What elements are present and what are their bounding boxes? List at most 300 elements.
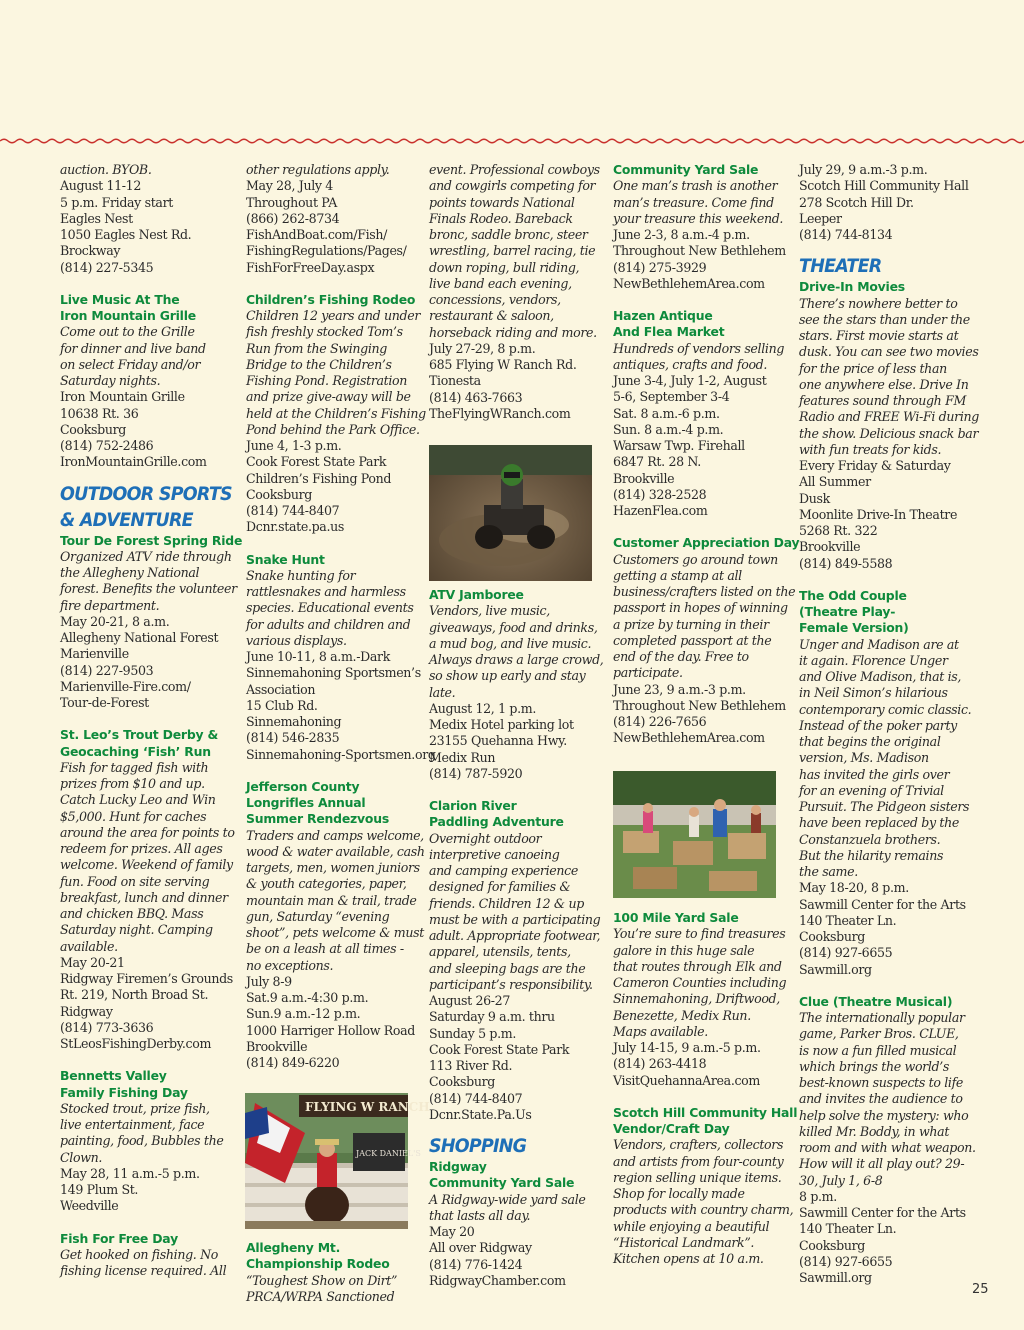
event-description: help solve the mystery: who [799,1107,969,1123]
event-detail: (814) 787-5920 [429,765,523,781]
event-description: various displays. [246,632,347,648]
event-title: The Odd Couple [799,587,907,603]
event-description: fish freshly stocked Tom’s [246,324,403,340]
event-description: bronc, saddle bronc, steer [429,227,588,242]
event-title: Customer Appreciation Day [613,535,800,551]
event-detail: (814) 227-9503 [60,662,154,678]
event-detail: 113 River Rd. [429,1058,513,1073]
event-detail: June 2-3, 8 a.m.-4 p.m. [613,227,750,242]
event-description: A Ridgway-wide yard sale [429,1191,586,1207]
event-detail: 10638 Rt. 36 [60,405,139,421]
event-title: ATV Jamboree [429,587,524,602]
event-title: Live Music At The [60,291,180,307]
event-detail: Brockway [60,243,121,259]
event-detail: TheFlyingWRanch.com [429,405,571,421]
event-title: Geocaching ‘Fish’ Run [60,743,211,759]
event-detail: 15 Club Rd. [246,697,318,713]
event-title: Jefferson County [246,778,360,794]
event-description: held at the Children’s Fishing [246,405,426,421]
event-detail: July 29, 9 a.m.-3 p.m. [799,162,928,177]
event-description: Fish for tagged fish with [60,759,209,775]
event-description: Constanzuela brothers. [799,831,941,847]
event-title: Family Fishing Day [60,1084,188,1100]
column-1 [60,162,247,1279]
event-description: Organized ATV ride through [60,548,232,564]
event-description: Run from the Swinging [246,340,388,356]
event-detail: July 8-9 [246,973,292,989]
event-description: and sleeping bags are the [429,960,586,976]
event-detail: Cook Forest State Park [246,454,387,470]
event-detail: Dusk [799,490,830,506]
atv-photo [429,445,592,581]
event-description: Cameron Counties including [613,975,787,990]
spacer [246,763,436,779]
event-description: the show. Delicious snack bar [799,425,979,441]
event-title: 100 Mile Yard Sale [613,910,739,925]
event-description: Snake hunting for [246,567,356,583]
event-detail: Medix Hotel parking lot [429,717,574,732]
event-description: There’s nowhere better to [799,295,958,311]
event-description: Always draws a large crowd, [429,652,604,667]
column-5 [799,162,979,1286]
event-detail: (814) 328-2528 [613,486,707,502]
event-detail: 685 Flying W Ranch Rd. [429,357,577,372]
event-detail: Sinnemahoning Sportsmen’s [246,665,421,681]
event-description: welcome. Weekend of family [60,857,233,873]
event-description: dusk. You can see two movies [799,344,979,360]
spacer [429,782,603,798]
event-detail: Tionesta [429,373,481,389]
event-description: prizes from $10 and up. [60,776,205,791]
event-description: designed for families & [429,879,571,895]
event-description: late. [429,684,456,700]
event-description: killed Mr. Boddy, in what [799,1123,950,1139]
event-description: Fishing Pond. Registration [246,373,408,388]
event-detail: June 10-11, 8 a.m.-Dark [246,649,390,664]
event-description: around the area for points to [60,824,235,840]
event-title: Allegheny Mt. [246,1240,341,1255]
event-description: fishing license required. All [60,1263,227,1278]
event-detail: (814) 927-6655 [799,945,893,961]
event-detail: (814) 773-3636 [60,1019,154,1035]
rodeo-photo [245,1093,430,1229]
event-description: participate. [613,665,683,681]
event-description: your treasure this weekend. [613,210,784,226]
event-title: Community Yard Sale [613,162,759,177]
event-description: Pond behind the Park Office. [246,421,420,437]
event-description: antiques, crafts and food. [613,356,768,372]
event-detail: Weedville [60,1198,119,1214]
event-detail: Sun. 8 a.m.-4 p.m. [613,421,724,437]
event-description: But the hilarity remains [799,847,944,863]
event-title: St. Leo’s Trout Derby & [60,727,219,743]
event-detail: Cooksburg [246,486,312,502]
event-detail: August 26-27 [429,993,511,1008]
event-description: species. Educational events [246,600,414,616]
event-detail: All over Ridgway [429,1240,532,1256]
event-detail: July 14-15, 9 a.m.-5 p.m. [613,1040,761,1055]
event-description: while enjoying a beautiful [613,1218,770,1234]
column-2-bottom [246,1240,397,1305]
section-heading: OUTDOOR SPORTS [60,482,232,505]
event-description: Saturday night. Camping [60,922,213,938]
event-detail: 278 Scotch Hill Dr. [799,194,914,210]
event-description: Come out to the Grille [60,324,195,340]
spacer [799,978,979,994]
event-description: Children 12 years and under [246,308,421,323]
event-description: that begins the original [799,734,941,749]
spacer [799,572,979,588]
event-detail: Moonlite Drive-In Theatre [799,506,958,522]
event-description: be on a leash at all times - [246,941,404,957]
column-4-bottom [613,910,797,1267]
event-description: for dinner and live band [60,340,206,356]
event-description: so show up early and stay [429,668,586,684]
section-heading: SHOPPING [429,1135,527,1157]
event-description: end of the day. Free to [613,649,749,664]
event-detail: NewBethlehemArea.com [613,275,765,291]
event-detail: Sunday 5 p.m. [429,1025,517,1041]
event-description: Hundreds of vendors selling [613,340,785,356]
event-description: Sinnemahoning, Driftwood, [613,991,780,1007]
event-detail: Brookville [799,539,861,555]
event-description: rattlesnakes and harmless [246,584,406,599]
event-description: Customers go around town [613,551,778,567]
event-description: wrestling, barrel racing, tie [429,243,596,259]
section-heading: & ADVENTURE [60,508,193,531]
event-description: friends. Children 12 & up [429,895,584,911]
event-detail: Cooksburg [429,1074,495,1090]
event-detail: (814) 752-2486 [60,438,154,453]
event-detail: 1050 Eagles Nest Rd. [60,227,192,242]
event-description: that lasts all day. [429,1207,531,1223]
event-detail: Sawmill.org [799,961,872,977]
spacer [613,292,799,308]
event-description: Catch Lucky Leo and Win [60,792,216,808]
event-title: Children’s Fishing Rodeo [246,291,416,307]
spacer [613,519,799,535]
column-4 [613,162,799,747]
event-title: Longrifles Annual [246,795,366,810]
event-description: and artists from four-county [613,1153,784,1169]
event-detail: Sinnemahoning [246,714,342,729]
event-description: which brings the world’s [799,1058,949,1074]
event-title: Tour De Forest Spring Ride [60,532,243,548]
event-description: concessions, vendors, [429,292,561,307]
event-detail: May 28, 11 a.m.-5 p.m. [60,1165,200,1181]
event-description: “Historical Landmark”. [613,1234,755,1250]
event-title: Scotch Hill Community Hall [613,1104,798,1120]
event-detail: Ridgway [60,1003,113,1019]
event-description: Get hooked on fishing. No [60,1246,219,1262]
event-description: a prize by turning in their [613,616,769,632]
event-detail: Warsaw Twp. Firehall [613,438,745,453]
event-detail: (814) 849-6220 [246,1055,340,1070]
wavy-divider [0,133,1024,149]
event-detail: Sawmill Center for the Arts [799,896,966,912]
event-description: painting, food, Bubbles the [60,1133,224,1149]
event-detail: 5-6, September 3-4 [613,389,730,405]
event-description: adult. Appropriate footwear, [429,928,601,943]
event-description: horseback riding and more. [429,324,597,340]
event-detail: June 3-4, July 1-2, August [613,373,767,388]
column-3-bottom [429,587,603,1289]
event-detail: (814) 744-8407 [429,1090,523,1106]
spacer [60,1215,247,1231]
event-description: completed passport at the [613,632,772,648]
event-title: Ridgway [429,1159,487,1174]
event-description: and cowgirls competing for [429,178,596,194]
event-detail: Medix Run [429,749,496,765]
event-description: wood & water available, cash [246,843,425,859]
event-detail: Children’s Fishing Pond [246,470,392,486]
event-detail: Sawmill.org [799,1270,872,1285]
event-description: business/crafters listed on the [613,584,796,599]
event-detail: July 27-29, 8 p.m. [429,340,536,356]
event-detail: 149 Plum St. [60,1182,139,1197]
event-description: features sound through FM [799,393,967,408]
event-description: apparel, utensils, tents, [429,944,571,960]
event-description: event. Professional cowboys [429,162,600,177]
section-heading: THEATER [799,255,882,278]
event-detail: Ridgway Firemen’s Grounds [60,971,233,986]
event-description: version, Ms. Madison [799,750,929,766]
event-detail: RidgwayChamber.com [429,1272,566,1288]
event-detail: August 12, 1 p.m. [429,700,537,716]
event-description: no exceptions. [246,957,334,973]
event-detail: Brookville [246,1038,308,1054]
event-detail: 1000 Harriger Hollow Road [246,1022,416,1038]
event-description: Clown. [60,1149,103,1165]
event-description: is now a fun filled musical [799,1042,957,1058]
event-detail: Dcnr.State.Pa.Us [429,1106,532,1122]
event-description: “Toughest Show on Dirt” [246,1272,398,1288]
event-detail: Sun.9 a.m.-12 p.m. [246,1006,361,1022]
event-title: Snake Hunt [246,551,325,567]
event-description: PRCA/WRPA Sanctioned [246,1288,395,1304]
event-detail: June 23, 9 a.m.-3 p.m. [613,681,746,697]
event-detail: 5268 Rt. 322 [799,523,878,538]
rodeo-sign-text: FLYING W RANCH [305,1100,430,1114]
event-detail: (814) 927-6655 [799,1253,893,1269]
event-detail: 23155 Quehanna Hwy. [429,733,567,749]
event-detail: FishForFreeDay.aspx [246,259,375,275]
event-detail: Every Friday & Saturday [799,458,951,473]
event-detail: May 20 [429,1224,475,1239]
event-description: Traders and camps welcome, [246,827,424,843]
event-description: and camping experience [429,863,578,878]
event-detail: Brookville [613,470,675,486]
event-detail: (814) 546-2835 [246,730,340,746]
event-description: 30, July 1, 6-8 [799,1172,883,1188]
event-description: game, Parker Bros. CLUE, [799,1026,959,1042]
event-description: mountain man & trail, trade [246,892,417,908]
event-detail: Cooksburg [799,1237,865,1253]
spacer [246,276,436,292]
event-description: room and with what weapon. [799,1140,976,1155]
event-title: Clarion River [429,798,517,813]
event-description: $5,000. Hunt for caches [60,808,207,824]
event-detail: May 20-21 [60,954,125,970]
event-description: gun, Saturday “evening [246,908,390,924]
event-description: & youth categories, paper, [246,876,407,892]
event-description: targets, men, women juniors [246,860,420,875]
event-detail: 8 p.m. [799,1188,837,1204]
event-description: giveaways, food and drinks, [429,619,598,635]
page-number: 25 [972,1282,989,1297]
event-title: Hazen Antique [613,308,713,323]
spacer [60,1052,247,1068]
spacer [799,243,979,253]
event-detail: HazenFlea.com [613,503,708,518]
event-description: How will it all play out? 29- [799,1156,965,1172]
event-detail: (866) 262-8734 [246,210,340,226]
event-title: Community Yard Sale [429,1175,575,1191]
event-detail: Sinnemahoning-Sportsmen.org [246,746,436,762]
event-detail: VisitQuehannaArea.com [613,1072,760,1088]
event-detail: Cook Forest State Park [429,1041,570,1057]
event-detail: Tour-de-Forest [60,695,149,710]
event-title: Vendor/Craft Day [613,1121,730,1136]
event-detail: (814) 263-4418 [613,1056,707,1072]
event-title: (Theatre Play- [799,604,896,619]
event-detail: 5 p.m. Friday start [60,194,173,210]
spacer [613,1089,797,1105]
event-detail: Throughout PA [246,194,338,210]
event-description: live band each evening, [429,275,572,291]
event-detail: StLeosFishingDerby.com [60,1036,212,1051]
event-detail: (814) 227-5345 [60,259,154,275]
event-description: and chicken BBQ. Mass [60,906,204,921]
event-description: interpretive canoeing [429,846,560,862]
event-description: getting a stamp at all [613,567,742,583]
event-title: Female Version) [799,620,909,636]
event-detail: Throughout New Bethlehem [613,243,786,259]
event-description: a mud bog, and live music. [429,635,592,651]
event-description: have been replaced by the [799,815,959,831]
yard-sale-photo [613,771,776,898]
event-detail: 6847 Rt. 28 N. [613,454,701,470]
event-detail: 140 Theater Ln. [799,912,897,928]
event-title: Paddling Adventure [429,814,564,830]
event-description: and invites the audience to [799,1091,963,1107]
event-description: has invited the girls over [799,766,950,782]
event-detail: IronMountainGrille.com [60,454,207,470]
event-detail: All Summer [799,474,871,490]
event-detail: Eagles Nest [60,210,133,226]
event-description: down roping, bull riding, [429,259,580,275]
event-description: it again. Florence Unger [799,652,948,668]
event-title: Iron Mountain Grille [60,308,196,323]
event-description: one anywhere else. Drive In [799,376,969,392]
event-detail: Cooksburg [799,929,865,944]
event-description: products with country charm, [613,1202,794,1218]
event-description: and Olive Madison, that is, [799,669,962,684]
event-description: Overnight outdoor [429,830,542,846]
event-detail: May 28, July 4 [246,178,333,194]
event-detail: Association [246,681,316,697]
event-detail: August 11-12 [60,178,142,194]
event-detail: May 20-21, 8 a.m. [60,613,170,629]
event-detail: Scotch Hill Community Hall [799,178,969,194]
event-description: for an evening of Trivial [799,782,944,798]
event-description: other regulations apply. [246,162,390,177]
event-description: Unger and Madison are at [799,636,959,652]
event-description: redeem for prizes. All ages [60,841,223,856]
event-detail: Allegheny National Forest [60,630,219,645]
event-description: on select Friday and/or [60,356,201,372]
event-description: Kitchen opens at 10 a.m. [613,1251,764,1266]
event-detail: (814) 744-8407 [246,503,340,518]
event-description: points towards National [429,194,575,210]
event-title: Championship Rodeo [246,1256,390,1272]
event-detail: Sawmill Center for the Arts [799,1205,966,1220]
event-detail: (814) 776-1424 [429,1256,523,1272]
event-description: Radio and FREE Wi-Fi during [799,409,979,425]
spacer [429,1123,603,1133]
event-detail: (814) 744-8134 [799,227,893,242]
spacer [60,711,247,727]
event-description: man’s treasure. Come find [613,194,774,210]
column-2 [246,162,436,1071]
event-detail: Leeper [799,210,842,226]
event-detail: (814) 849-5588 [799,555,893,571]
event-detail: Marienville-Fire.com/ [60,678,191,694]
event-description: in Neil Simon’s hilarious [799,685,948,701]
event-description: Shop for locally made [613,1186,745,1201]
event-detail: Sat.9 a.m.-4:30 p.m. [246,990,369,1005]
event-detail: (814) 463-7663 [429,389,523,405]
event-description: auction. BYOB. [60,162,152,177]
event-detail: Rt. 219, North Broad St. [60,987,209,1003]
event-description: shoot”, pets welcome & must [246,925,424,940]
event-detail: FishAndBoat.com/Fish/ [246,227,388,242]
event-detail: June 4, 1-3 p.m. [246,438,342,453]
event-title: Drive-In Movies [799,279,905,295]
event-description: Pursuit. The Pidgeon sisters [799,799,970,814]
event-title: Clue (Theatre Musical) [799,993,953,1009]
event-description: stars. First movie starts at [799,328,959,343]
event-title: Fish For Free Day [60,1230,178,1246]
event-detail: 140 Theater Ln. [799,1221,897,1237]
event-description: and prize give-away will be [246,389,411,405]
event-description: that routes through Elk and [613,958,782,974]
event-description: available. [60,938,118,954]
event-detail: (814) 275-3929 [613,259,707,275]
event-title: Summer Rendezvous [246,811,390,827]
event-detail: NewBethlehemArea.com [613,730,765,746]
event-description: Benezette, Medix Run. [613,1007,751,1023]
event-title: And Flea Market [613,324,725,340]
event-description: Vendors, crafters, collectors [613,1137,784,1153]
event-detail: Sat. 8 a.m.-6 p.m. [613,405,720,421]
event-description: for adults and children and [246,616,411,632]
event-description: Finals Rodeo. Bareback [429,210,573,226]
event-description: Stocked trout, prize fish, [60,1100,210,1116]
event-description: participant’s responsibility. [429,976,593,992]
event-detail: Dcnr.state.pa.us [246,519,344,535]
column-3 [429,162,600,422]
event-description: You’re sure to find treasures [613,926,786,942]
event-description: see the stars than under the [799,311,970,327]
event-description: Bridge to the Children’s [246,356,392,372]
spacer [60,471,247,481]
event-description: contemporary comic classic. [799,701,972,717]
event-description: with fun treats for kids. [799,441,942,457]
event-detail: Cooksburg [60,421,126,437]
event-description: Instead of the poker party [799,717,957,733]
event-detail: (814) 226-7656 [613,714,707,729]
